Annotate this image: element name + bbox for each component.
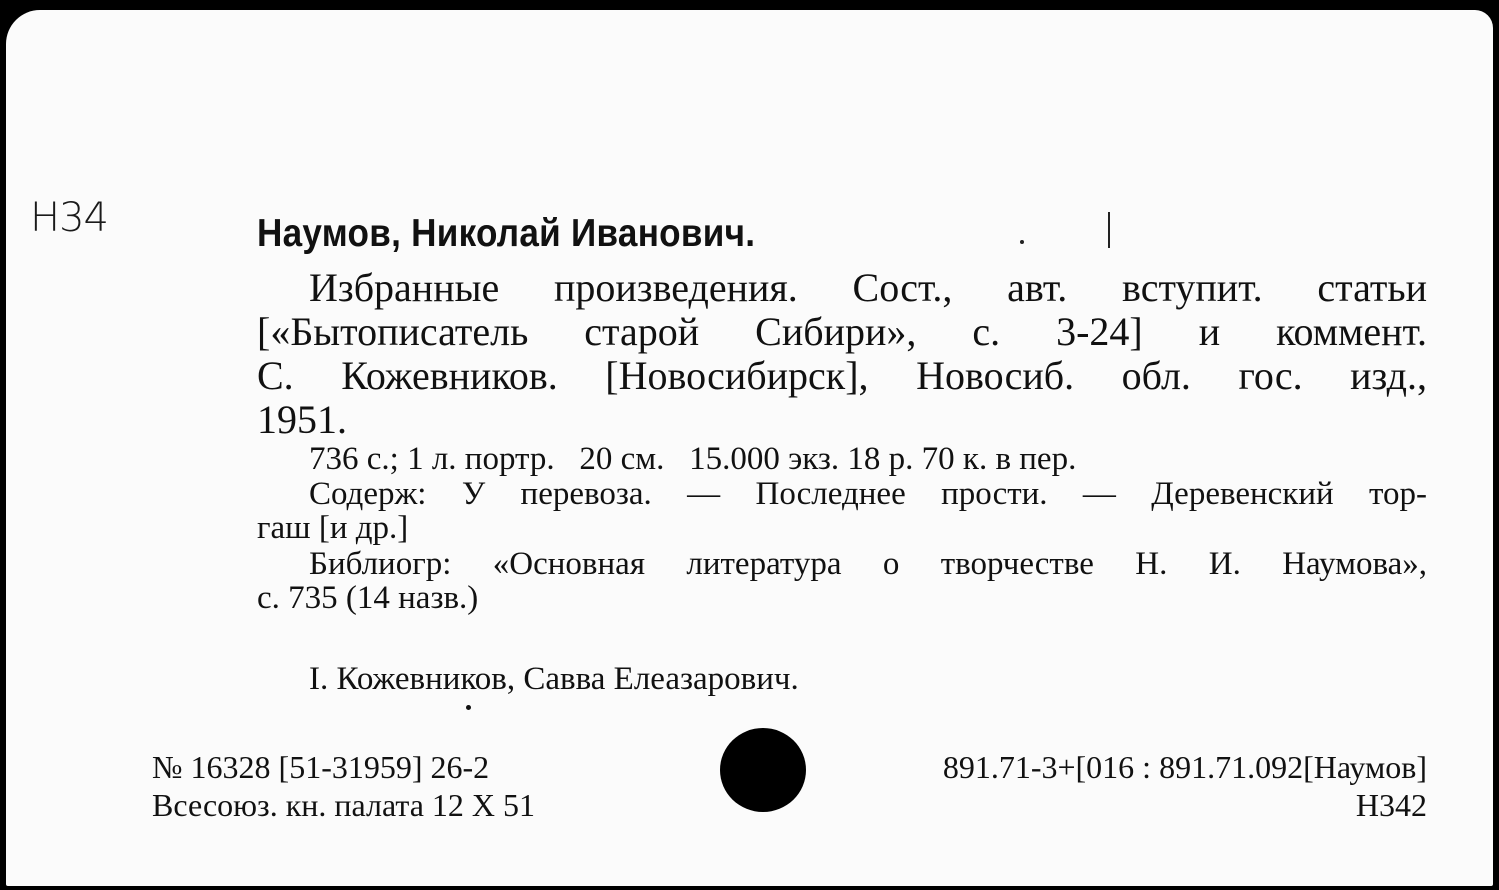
stray-mark (1020, 240, 1024, 244)
added-entry: I. Кожевников, Савва Елеазарович. (309, 661, 799, 697)
classification-code: 891.71-3+[016 : 891.71.092[Наумов] (942, 749, 1427, 785)
punch-hole (720, 728, 806, 812)
title-line-2: [«Бытописатель старой Сибири», с. 3-24] и коммент. (257, 309, 1427, 354)
author-mark: Н342 (1355, 787, 1427, 823)
card-number: № 16328 [51-31959] 26-2 (152, 749, 490, 785)
title-line-1: Избранные произведения. Сост., авт. вступит. статьи (309, 265, 1427, 310)
bibliography-line-2: с. 735 (14 назв.) (257, 580, 479, 616)
footer-right (943, 748, 1427, 824)
shelfmark-handwritten: Н34 (30, 195, 108, 241)
title-line-3: С. Кожевников. [Новосибирск], Новосиб. обл. гос. изд., (257, 353, 1427, 398)
ink-dot (466, 705, 471, 710)
contents-line-1: Содерж: У перевоза. — Последнее прости. — Деревенский тор- (309, 476, 1427, 512)
issuing-chamber: Всесоюз. кн. палата 12 X 51 (152, 787, 535, 823)
author-heading: Наумов, Николай Иванович. (257, 212, 756, 255)
physical-description: 736 с.; 1 л. портр. 20 см. 15.000 экз. 18 р. 70 к. в пер. (309, 441, 1077, 477)
title-line-4: 1951. (257, 397, 347, 442)
bibliography-line-1: Библиогр: «Основная литература о творчестве Н. И. Наумова», (309, 546, 1427, 582)
footer-left (152, 748, 535, 824)
contents-line-2: гаш [и др.] (257, 510, 409, 546)
tick-mark (1108, 212, 1110, 248)
